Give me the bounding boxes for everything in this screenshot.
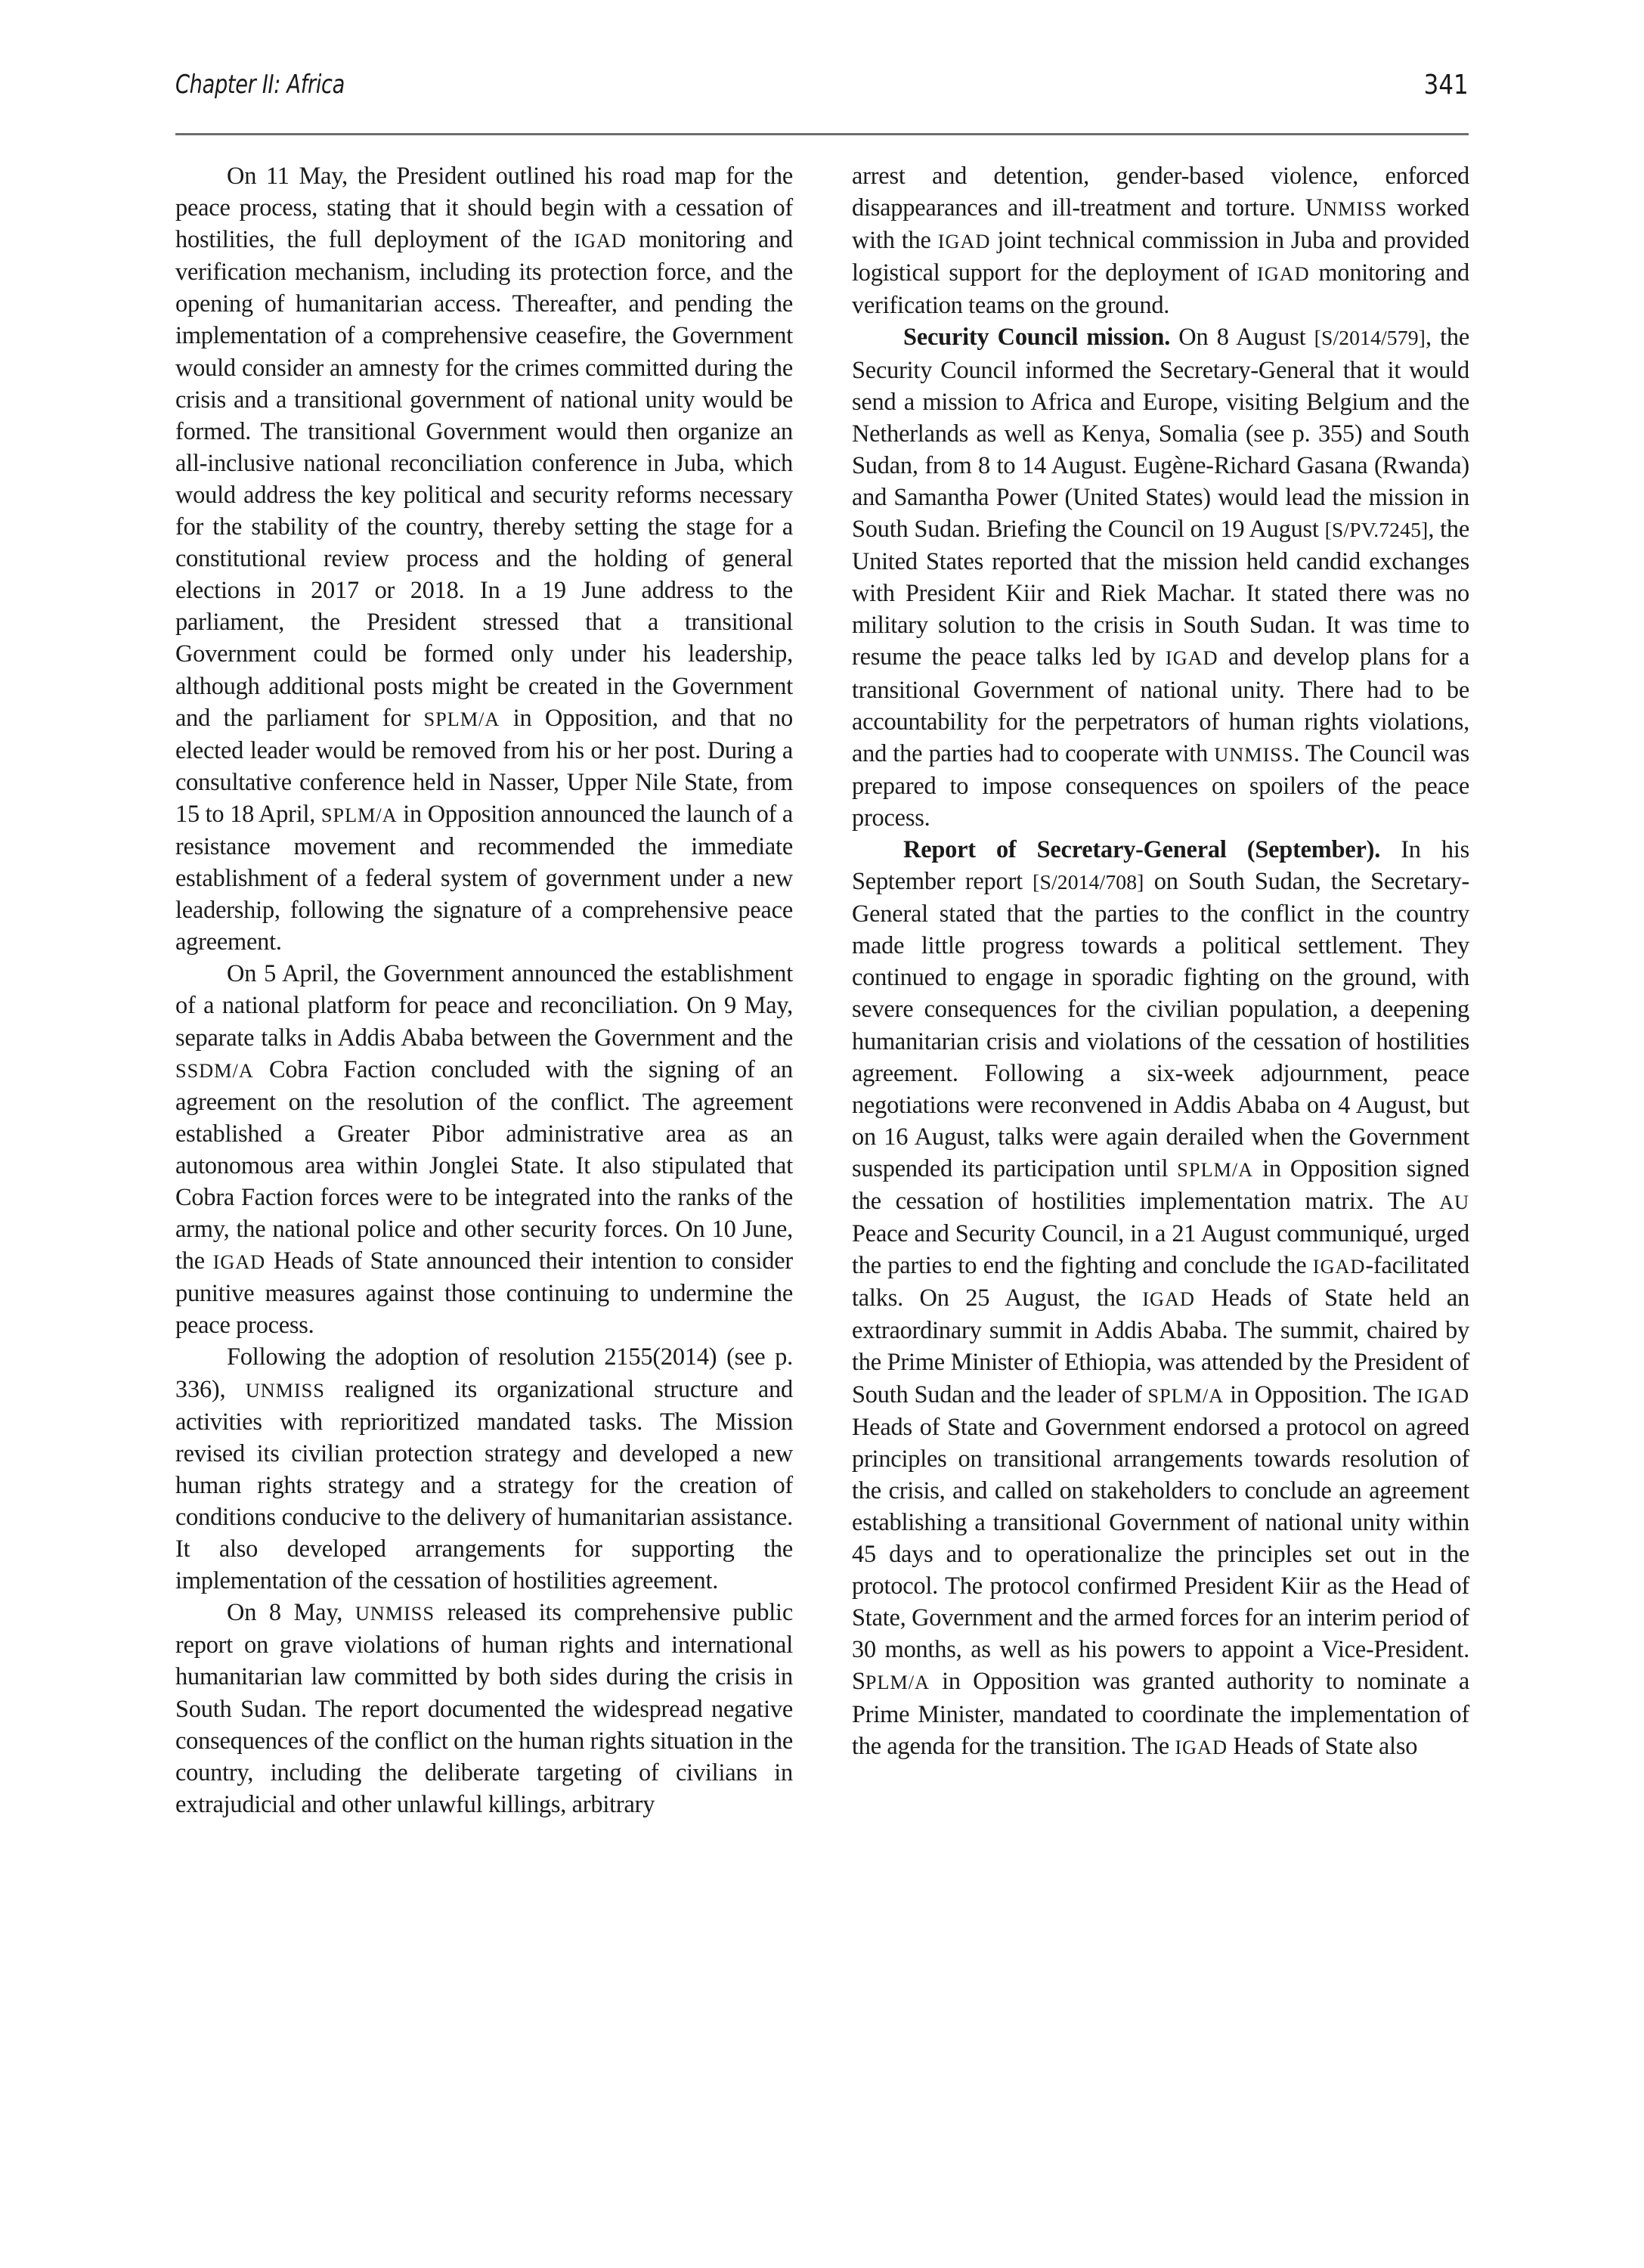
acronym-smallcaps: IGAD: [1175, 1735, 1228, 1758]
acronym-smallcaps: SSDM/A: [175, 1058, 254, 1082]
body-paragraph: On 8 May, UNMISS released its comprehensive public report on grave violations of human rights and international humanitarian law committed by both sides during the crisis in South Sudan. The report documented the widespread negative consequences of the conflict on the human rights situation in the country, including the deliberate targeting of civilians in extrajudicial and other unlawful killings, arbitrary: [175, 1599, 793, 1818]
acronym-smallcaps: AU: [1439, 1191, 1469, 1213]
document-reference: [S/2014/708]: [1033, 870, 1144, 894]
acronym-smallcaps: IGAD: [937, 230, 991, 253]
acronym-smallcaps: IGAD: [1142, 1287, 1195, 1311]
body-paragraph: Report of Secretary-General (September). In his September report [S/2014/708] on South Sudan, the Secretary-General stated that the parties to the conflict in the country made little progress towards a political settlement. They continued to engage in sporadic fighting on the ground, with severe consequences for the civilian population, a deepening humanitarian crisis and violations of the cessation of hostilities agreement. Following a six-week adjournment, peace negotiations were reconvened in Addis Ababa on 4 August, but on 16 August, talks were again derailed when the Government suspended its participation until SPLM/A in Opposition signed the cessation of hostilities implementation matrix. The AU Peace and Security Council, in a 21 August communiqué, urged the parties to end the fighting and conclude the IGAD-facilitated talks. On 25 August, the IGAD Heads of State held an extraordinary summit in Addis Ababa. The summit, chaired by the Prime Minister of Ethiopia, was attended by the President of South Sudan and the leader of SPLM/A in Opposition. The IGAD Heads of State and Government endorsed a protocol on agreed principles on transitional arrangements towards resolution of the crisis, and called on stakeholders to conclude an agreement establishing a transitional Government of national unity within 45 days and to operationalize the principles set out in the protocol. The protocol confirmed President Kiir as the Head of State, Government and the armed forces for an interim period of 30 months, as well as his powers to appoint a Vice-President. SPLM/A in Opposition was granted authority to nominate a Prime Minister, mandated to coordinate the implementation of the agenda for the transition. The IGAD Heads of State also: [852, 835, 1469, 1760]
body-paragraph: On 11 May, the President outlined his road map for the peace process, stating that it should begin with a cessation of hostilities, the full deployment of the IGAD monitoring and verification mechanism, including its protection force, and the opening of humanitarian access. Thereafter, and pending the implementation of a comprehensive ceasefire, the Government would consider an amnesty for the crimes committed during the crisis and a transitional government of national unity would be formed. The transitional Government would then organize an all-inclusive national reconciliation conference in Juba, which would address the key political and security reforms necessary for the stability of the country, thereby setting the stage for a constitutional review process and the holding of general elections in 2017 or 2018. In a 19 June address to the parliament, the President stressed that a transitional Government could be formed only under his leadership, although additional posts might be created in the Government and the parliament for SPLM/A in Opposition, and that no elected leader would be removed from his or her post. During a consultative conference held in Nasser, Upper Nile State, from 15 to 18 April, SPLM/A in Opposition announced the launch of a resistance movement and recommended the immediate establishment of a federal system of government under a new leadership, following the signature of a comprehensive peace agreement.: [175, 163, 794, 956]
document-reference: [S/2014/579]: [1314, 326, 1426, 350]
acronym-smallcaps: SPLM/A: [1147, 1383, 1224, 1407]
acronym-smallcaps: SPLM/A: [320, 803, 398, 826]
acronym-smallcaps-initial: UNMISS: [1305, 194, 1388, 222]
acronym-smallcaps: IGAD: [212, 1250, 266, 1274]
acronym-smallcaps-initial: SPLM/A: [852, 1668, 930, 1696]
column-right: [852, 160, 1469, 2141]
acronym-smallcaps: UNMISS: [1214, 742, 1294, 766]
body-paragraph: On 5 April, the Government announced the establishment of a national platform for peace and reconciliation. On 9 May, separate talks in Addis Ababa between the Government and the SSDM/A Cobra Faction concluded with the signing of an agreement on the resolution of the conflict. The agreement established a Greater Pibor administrative area as an autonomous area within Jonglei State. It also stipulated that Cobra Faction forces were to be integrated into the ranks of the army, the national police and other security forces. On 10 June, the IGAD Heads of State announced their intention to consider punitive measures against those continuing to undermine the peace process.: [175, 960, 793, 1340]
acronym-smallcaps: IGAD: [1257, 262, 1310, 286]
acronym-smallcaps: IGAD: [1416, 1383, 1469, 1407]
acronym-smallcaps: SPLM/A: [1177, 1157, 1254, 1181]
body-paragraph: arrest and detention, gender-based violence, enforced disappearances and ill-treatment and torture. UNMISS worked with the IGAD joint technical commission in Juba and provided logistical support for the deployment of IGAD monitoring and verification teams on the ground.: [852, 163, 1469, 320]
acronym-smallcaps: SPLM/A: [423, 707, 500, 730]
chapter-title: Chapter II: Africa: [175, 70, 345, 100]
column-left: [175, 160, 793, 2141]
body-paragraph: Following the adoption of resolution 2155(2014) (see p. 336), UNMISS realigned its organizational structure and activities with reprioritized mandated tasks. The Mission revised its civilian protection strategy and developed a new human rights strategy and a strategy for the creation of conditions conducive to the delivery of humanitarian assistance. It also developed arrangements for supporting the implementation of the cessation of hostilities agreement.: [175, 1343, 793, 1595]
body-paragraph: Security Council mission. On 8 August [S/2014/579], the Security Council informed the Secretary-General that it would send a mission to Africa and Europe, visiting Belgium and the Netherlands as well as Kenya, Somalia (see p. 355) and South Sudan, from 8 to 14 August. Eugène-Richard Gasana (Rwanda) and Samantha Power (United States) would lead the mission in South Sudan. Briefing the Council on 19 August [S/PV.7245], the United States reported that the mission held candid exchanges with President Kiir and Riek Machar. It stated there was no military solution to the crisis in South Sudan. It was time to resume the peace talks led by IGAD and develop plans for a transitional Government of national unity. There had to be accountability for the perpetrators of human rights violations, and the parties had to cooperate with UNMISS. The Council was prepared to impose consequences on spoilers of the peace process.: [852, 324, 1470, 832]
acronym-smallcaps: IGAD: [1165, 646, 1218, 670]
run-in-heading: Security Council mission.: [903, 324, 1171, 352]
document-reference: [S/PV.7245]: [1324, 518, 1429, 542]
run-in-heading: Report of Secretary-General (September).: [903, 835, 1381, 863]
acronym-smallcaps: IGAD: [1312, 1255, 1366, 1278]
acronym-smallcaps: UNMISS: [245, 1378, 325, 1402]
page-number: 341: [1423, 70, 1469, 101]
acronym-smallcaps: IGAD: [574, 229, 627, 253]
body-columns: [175, 160, 1469, 2141]
running-head: [175, 70, 1469, 135]
acronym-smallcaps: UNMISS: [354, 1602, 435, 1625]
